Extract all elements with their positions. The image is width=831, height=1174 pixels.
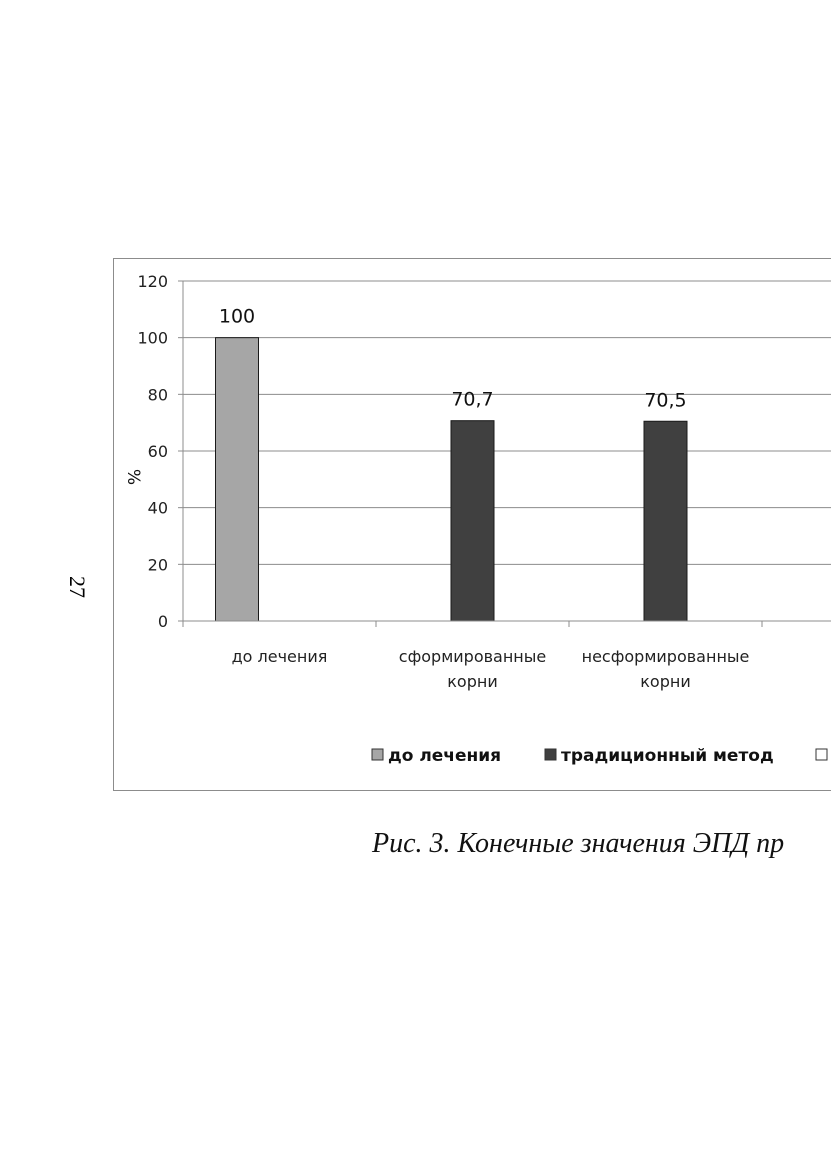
y-tick-label: 100 [137, 328, 168, 348]
grid-lines [183, 281, 831, 564]
legend-swatch [816, 749, 827, 760]
data-labels [219, 306, 687, 412]
y-tick-label: 80 [147, 385, 168, 405]
bars [216, 338, 688, 621]
category-label: корни [447, 672, 498, 691]
y-tick-label: 40 [147, 498, 168, 518]
x-axis [183, 281, 831, 627]
page-number: 27 [65, 576, 90, 598]
data-label: 70,7 [451, 388, 494, 411]
bar-chart [114, 259, 831, 792]
y-axis-ticks [137, 272, 183, 631]
category-label: несформированные [581, 647, 750, 666]
legend-swatch [372, 749, 383, 760]
figure-caption: Рис. 3. Конечные значения ЭПД пр [372, 828, 785, 859]
category-label: до лечения [231, 647, 328, 666]
data-label: 70,5 [644, 389, 687, 412]
legend [372, 746, 827, 766]
bar [451, 421, 494, 621]
chart-frame [113, 258, 831, 791]
y-tick-label: 60 [147, 442, 168, 461]
legend-label: традиционный метод [561, 746, 774, 766]
y-tick-label: 120 [137, 272, 168, 291]
legend-swatch [545, 749, 556, 760]
y-tick-label: 0 [157, 612, 168, 631]
bar [644, 421, 687, 621]
y-tick-label: 20 [147, 555, 168, 575]
legend-label: до лечения [388, 746, 502, 766]
category-label: корни [640, 672, 691, 691]
y-axis-label: % [123, 468, 143, 486]
bar [216, 338, 259, 621]
category-label: сформированные [398, 647, 547, 666]
data-label: 100 [218, 305, 256, 328]
category-labels [232, 647, 831, 716]
